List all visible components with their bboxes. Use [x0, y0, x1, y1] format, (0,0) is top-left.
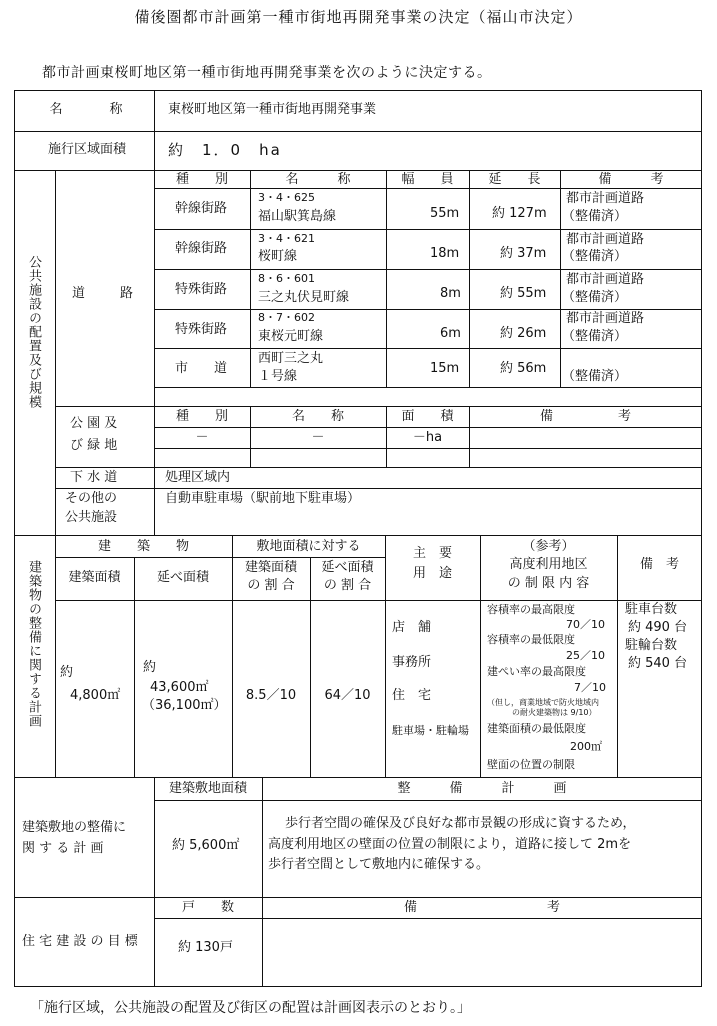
bcr-header-2: の 割 合 — [247, 578, 295, 593]
use-header-1: 主 要 — [412, 546, 452, 561]
site-area-header: 建築敷地面積 — [168, 781, 247, 796]
park-label-2: び 緑 地 — [70, 438, 118, 453]
park-label-1: 公 園 及 — [70, 416, 118, 431]
housing-label: 住 宅 建 設 の 目 標 — [22, 934, 138, 949]
use-header-2: 用 途 — [412, 566, 452, 581]
intro-text: 都市計画東桜町地区第一種市街地再開発事業を次のように決定する。 — [42, 65, 492, 81]
building-area-prefix: 約 — [60, 665, 74, 680]
ref-header-1: 高度利用地区 — [509, 557, 588, 572]
use-item: 住 宅 — [392, 688, 432, 703]
building-note-header: 備 考 — [639, 557, 679, 572]
site-label-2: 関 す る 計 画 — [22, 841, 104, 856]
ref-header-0: （参考） — [522, 539, 575, 554]
site-label-1: 建築敷地の整備に — [22, 820, 127, 835]
building-area-header: 建築面積 — [68, 570, 121, 585]
floor-area-residential: （36,100㎡） — [142, 698, 227, 713]
sewer-value: 処理区域内 — [165, 470, 231, 485]
site-area-value: 約 5,600㎡ — [172, 838, 240, 853]
area-value: 約 1．0 ha — [168, 141, 282, 159]
building-area-value: 4,800㎡ — [70, 688, 121, 703]
housing-note-header: 備 考 — [403, 900, 560, 915]
building-plan-label: 建築物の整備に関する計画 — [26, 560, 41, 728]
use-item: 駐車場・駐輪場 — [392, 724, 469, 737]
bcr-value: 8.5／10 — [245, 688, 297, 703]
name-value: 東桜町地区第一種市街地再開発事業 — [168, 102, 377, 117]
units-header: 戸 数 — [181, 900, 234, 915]
floor-area-prefix: 約 — [143, 660, 157, 675]
units-value: 約 130戸 — [178, 940, 233, 955]
floor-area-header: 延べ面積 — [156, 570, 209, 585]
public-facilities-label: 公共施設の配置及び規模 — [26, 255, 41, 409]
site-plan-header: 整 備 計 画 — [397, 781, 567, 796]
name-label: 名 称 — [49, 102, 125, 117]
building-header: 建 築 物 — [97, 539, 189, 554]
far-header-1: 延べ面積 — [321, 560, 374, 575]
footer-note: 「施行区域，公共施設の配置及び街区の配置は計画図表示のとおり。」 — [30, 1000, 471, 1016]
other-label-1: その他の — [65, 491, 118, 506]
far-value: 64／10 — [324, 688, 371, 703]
use-item: 店 舗 — [392, 620, 432, 635]
bcr-header-1: 建築面積 — [244, 560, 297, 575]
use-item: 事務所 — [392, 655, 432, 670]
other-label-2: 公共施設 — [65, 510, 118, 525]
far-header-2: の 割 合 — [323, 578, 372, 593]
other-value: 自動車駐車場（駅前地下駐車場） — [165, 491, 361, 506]
area-label: 施行区域面積 — [47, 142, 126, 157]
sewer-label: 下 水 道 — [70, 470, 118, 485]
ref-header-2: の 制 限 内 容 — [507, 576, 590, 591]
page-title: 備後圏都市計画第一種市街地再開発事業の決定（福山市決定） — [134, 8, 583, 26]
ratio-header: 敷地面積に対する — [256, 539, 361, 554]
road-label: 道 路 — [72, 286, 137, 301]
floor-area-value: 43,600㎡ — [150, 680, 209, 695]
